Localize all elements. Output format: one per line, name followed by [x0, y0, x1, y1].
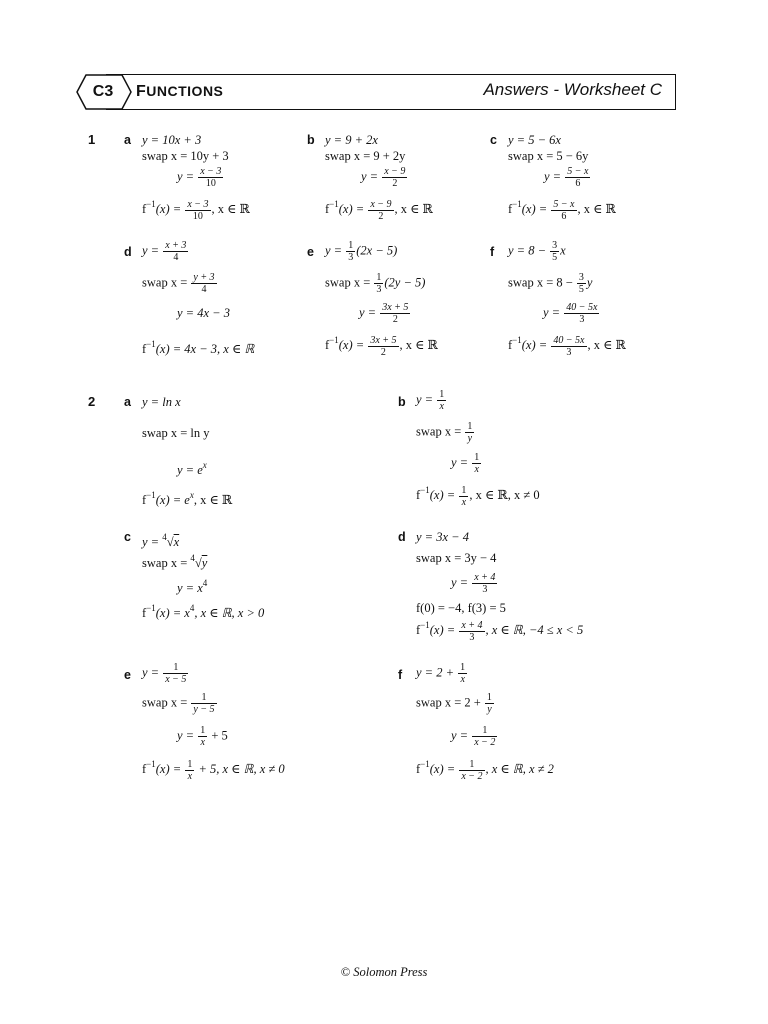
part-label: a	[124, 395, 131, 409]
rearranged-equation: y = $\frac{1}{x}$ + 5	[177, 725, 228, 748]
part-label: a	[124, 133, 131, 147]
swap-step: swap x = 10y + 3	[142, 149, 229, 163]
part-label: c	[490, 133, 497, 147]
rearranged-equation: y = $\frac{x + 4}{3}$	[451, 572, 496, 595]
equation: y = $\frac{x + 3}{4}$	[142, 240, 187, 263]
rearranged-equation: y = $\frac{40 - 5x}{3}$	[543, 302, 598, 325]
worksheet-title: Answers - Worksheet C	[483, 80, 662, 99]
rearranged-equation: y = $\frac{3x + 5}{2}$	[359, 302, 409, 325]
swap-step: swap x = 2 + $\frac{1}{y}$	[416, 692, 492, 715]
inverse-function: $f^{-1}(x)$ = $\frac{1}{x}$ + 5, x ∈ ℝ, x ≠ 0	[142, 758, 285, 782]
swap-step: swap x = $^4$√y	[142, 553, 208, 570]
inverse-function: $f^{-1}(x)$ = $\frac{40 - 5x}{3}$ , x ∈ ℝ	[508, 334, 626, 358]
swap-step: swap x = $\frac{1}{3}$ (2y − 5)	[325, 272, 426, 295]
inverse-function: $f^{-1}(x)$ = $\frac{x - 3}{10}$ , x ∈ ℝ	[142, 198, 250, 222]
equation: y = 10x + 3	[142, 133, 202, 147]
chapter-title: FUNCTIONS	[136, 83, 224, 100]
rearranged-equation: y = 4x − 3	[177, 306, 230, 320]
equation: y = ln x	[142, 395, 181, 409]
inverse-function: $f^{-1}(x)$ = $\frac{1}{x}$ , x ∈ ℝ, x ≠ 0	[416, 484, 540, 508]
swap-step: swap x = $\frac{1}{y}$	[416, 421, 473, 444]
swap-step: swap x = $\frac{y + 3}{4}$	[142, 272, 215, 295]
equation: y = 9 + 2x	[325, 133, 378, 147]
inverse-function: $f^{-1}(x)$ = $\frac{x + 4}{3}$ , x ∈ ℝ, −4 ≤ x < 5	[416, 619, 584, 643]
swap-step: swap x = 9 + 2y	[325, 149, 406, 163]
rearranged-equation: y = $\frac{x - 3}{10}$	[177, 166, 222, 189]
rearranged-equation: $y = e^x$	[177, 460, 207, 477]
part-label: d	[398, 530, 406, 544]
rearranged-equation: y = $\frac{x - 9}{2}$	[361, 166, 406, 189]
equation: y = $\frac{1}{3}$ (2x − 5)	[325, 240, 398, 263]
question-number: 2	[88, 394, 96, 409]
rearranged-equation: $y = x^4$	[177, 578, 208, 595]
part-label: b	[398, 395, 406, 409]
part-label: f	[490, 245, 495, 259]
swap-step: swap x = 5 − 6y	[508, 149, 589, 163]
equation: y = $^4$√x	[142, 532, 180, 549]
inverse-function: $f^{-1}(x)$ = $\frac{x - 9}{2}$ , x ∈ ℝ	[325, 198, 433, 222]
part-label: c	[124, 530, 131, 544]
inverse-function: $f^{-1}(x)$ = $\frac{1}{x - 2}$ , x ∈ ℝ, x ≠ 2	[416, 758, 554, 782]
swap-step: swap x = 3y − 4	[416, 551, 497, 565]
chapter-badge	[76, 74, 140, 110]
inverse-function: $f^{-1}(x) = x^4$, x ∈ ℝ, x > 0	[142, 603, 265, 620]
swap-step: swap x = $\frac{1}{y - 5}$	[142, 692, 215, 715]
copyright-footer: © Solomon Press	[340, 965, 428, 979]
equation: y = $\frac{1}{x - 5}$	[142, 662, 187, 685]
equation: y = 8 − $\frac{3}{5}$ x	[508, 240, 566, 263]
equation: y = 3x − 4	[416, 530, 469, 544]
function-values: f(0) = −4, f(3) = 5	[416, 601, 506, 615]
part-label: d	[124, 245, 132, 259]
part-label: e	[124, 668, 131, 682]
equation: y = $\frac{1}{x}$	[416, 389, 445, 412]
equation: y = 2 + $\frac{1}{x}$	[416, 662, 466, 685]
part-label: e	[307, 245, 314, 259]
swap-step: swap x = 8 − $\frac{3}{5}$ y	[508, 272, 593, 295]
rearranged-equation: y = $\frac{1}{x}$	[451, 452, 480, 475]
worksheet-header	[76, 74, 676, 110]
inverse-function: $f^{-1}(x) = 4x - 3$, x ∈ ℝ	[142, 339, 255, 356]
inverse-function: $f^{-1}(x) = e^x$, x ∈ ℝ	[142, 490, 233, 507]
rearranged-equation: y = $\frac{5 - x}{6}$	[544, 166, 589, 189]
part-label: f	[398, 668, 403, 682]
part-label: b	[307, 133, 315, 147]
inverse-function: $f^{-1}(x)$ = $\frac{3x + 5}{2}$ , x ∈ ℝ	[325, 334, 438, 358]
chapter-code: C3	[92, 83, 114, 100]
equation: y = 5 − 6x	[508, 133, 561, 147]
rearranged-equation: y = $\frac{1}{x - 2}$	[451, 725, 496, 748]
swap-step: swap x = ln y	[142, 426, 210, 440]
question-number: 1	[88, 132, 96, 147]
inverse-function: $f^{-1}(x)$ = $\frac{5 - x}{6}$ , x ∈ ℝ	[508, 198, 616, 222]
